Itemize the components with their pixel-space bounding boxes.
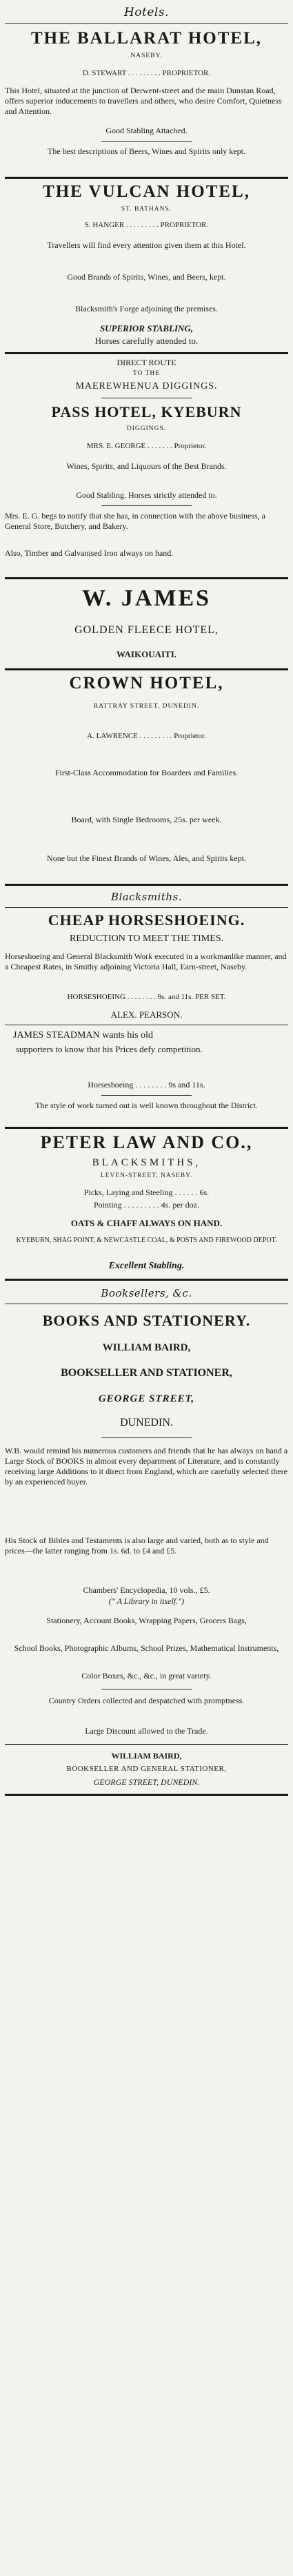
vulcan-place: ST. BATHANS. bbox=[121, 206, 172, 213]
ballarat-beers: The best descriptions of Beers, Wines and Spirits only kept. bbox=[48, 146, 245, 156]
pass-mrs: Mrs. E. G. begs to notify that she has, in connection with the above business, a General Store, Butchery, and Bakery. bbox=[5, 511, 265, 531]
crown-wines: None but the Finest Brands of Wines, Ales, and Spirits kept. bbox=[47, 853, 246, 863]
pass-owner: MRS. E. GEORGE . . . . . . . Proprietor. bbox=[86, 442, 207, 450]
divider bbox=[5, 668, 288, 670]
cheap-owner: ALEX. PEARSON. bbox=[110, 1009, 183, 1020]
books-color: Color Boxes, &c., &c., in great variety. bbox=[81, 1671, 212, 1681]
books-name: WILLIAM BAIRD, bbox=[102, 1342, 191, 1353]
divider bbox=[5, 1744, 288, 1745]
ballarat-owner: D. STEWART . . . . . . . . . PROPRIETOR. bbox=[82, 69, 211, 77]
divider bbox=[5, 577, 288, 579]
vulcan-brands: Good Brands of Spirits, Wines, and Beers, kept. bbox=[67, 272, 226, 282]
pass-wines: Wines, Spirits, and Liquours of the Best Brands. bbox=[66, 461, 227, 471]
vulcan-owner: S. HANGER . . . . . . . . . PROPRIETOR. bbox=[84, 221, 209, 229]
steadman-rest: supporters to know that his Prices defy competition. bbox=[16, 1044, 203, 1054]
books-foot-street: GEORGE STREET, DUNEDIN. bbox=[93, 1777, 200, 1787]
pass-route-to: TO THE bbox=[132, 370, 161, 377]
books-school: School Books, Photographic Albums, School Prizes, Mathematical Instruments, bbox=[14, 1643, 279, 1653]
divider bbox=[101, 141, 192, 142]
crown-owner: A. LAWRENCE . . . . . . . . . Proprietor. bbox=[87, 732, 206, 740]
peter-law-stabling: Excellent Stabling. bbox=[108, 1261, 185, 1271]
steadman-style: The style of work turned out is well known throughout the District. bbox=[35, 1101, 258, 1110]
ballarat-place: NASEBY. bbox=[130, 52, 163, 59]
pass-stabling: Good Stabling. Horses strictly attended to. bbox=[76, 490, 217, 500]
divider bbox=[101, 505, 192, 506]
steadman-first: JAMES STEADMAN wants his old bbox=[13, 1030, 154, 1040]
ballarat-stabling: Good Stabling Attached. bbox=[105, 126, 188, 135]
crown-street: RATTRAY STREET, DUNEDIN. bbox=[93, 703, 200, 710]
cheap-desc: Horseshoeing and General Blacksmith Work executed in a workmanlike manner, and a Cheapest Rates, in Smithy adjoining Victoria Hall, Earn-street, Naseby. bbox=[5, 951, 287, 971]
pass-route: DIRECT ROUTE bbox=[117, 358, 176, 367]
peter-law-oats: OATS & CHAFF ALWAYS ON HAND. bbox=[70, 1218, 223, 1228]
vulcan-horses: Horses carefully attended to. bbox=[94, 336, 199, 346]
vulcan-hotel-name: THE VULCAN HOTEL, bbox=[43, 182, 250, 201]
books-chambers: Chambers' Encyclopedia, 10 vols., £5. bbox=[83, 1585, 210, 1595]
james-hotel: GOLDEN FLEECE HOTEL, bbox=[74, 624, 219, 636]
section-heading-booksellers: Booksellers, &c. bbox=[101, 1287, 192, 1299]
peter-law-name: PETER LAW AND CO., bbox=[40, 1132, 253, 1152]
divider bbox=[5, 907, 288, 908]
books-country: Country Orders collected and despatched with promptness. bbox=[48, 1696, 245, 1705]
pass-iron: Also, Timber and Galvanised Iron always on hand. bbox=[5, 548, 174, 558]
books-foot-name: WILLIAM BAIRD, bbox=[111, 1751, 182, 1761]
pass-place: DIGGINGS. bbox=[126, 425, 167, 432]
pass-hotel-name: PASS HOTEL, KYEBURN bbox=[51, 403, 242, 420]
divider bbox=[5, 177, 288, 179]
divider bbox=[5, 1127, 288, 1129]
peter-law-trade: BLACKSMITHS, bbox=[92, 1157, 201, 1168]
divider bbox=[5, 884, 288, 886]
vulcan-stabling: SUPERIOR STABLING, bbox=[99, 323, 194, 333]
divider bbox=[5, 1279, 288, 1281]
cheap-title: CHEAP HORSESHOEING. bbox=[48, 911, 245, 929]
divider bbox=[101, 1437, 192, 1438]
peter-law-street: LEVEN-STREET, NASEBY. bbox=[100, 1172, 193, 1179]
peter-law-pointing: Pointing . . . . . . . . . 4s. per doz. bbox=[94, 1200, 199, 1210]
section-heading-blacksmiths: Blacksmiths. bbox=[110, 891, 183, 903]
divider bbox=[5, 23, 288, 24]
books-foot-trade: BOOKSELLER AND GENERAL STATIONER, bbox=[66, 1765, 227, 1773]
books-stationery: Stationery, Account Books, Wrapping Papers, Grocers Bags, bbox=[46, 1616, 247, 1625]
crown-hotel-name: CROWN HOTEL, bbox=[69, 674, 224, 693]
james-place: WAIKOUAITI. bbox=[116, 649, 177, 659]
books-street: GEORGE STREET, bbox=[98, 1393, 195, 1404]
books-discount: Large Discount allowed to the Trade. bbox=[85, 1726, 208, 1736]
peter-law-picks: Picks, Laying and Steeling . . . . . . 6s. bbox=[83, 1188, 210, 1197]
cheap-price: HORSESHOEING . . . . . . . . 9s. and 11s. PER SET. bbox=[67, 993, 226, 1001]
divider bbox=[5, 352, 288, 354]
james-name: W. JAMES bbox=[81, 585, 212, 611]
vulcan-forge: Blacksmith's Forge adjoining the premises. bbox=[75, 304, 218, 313]
section-heading-hotels: Hotels. bbox=[123, 6, 170, 19]
vulcan-travellers: Travellers will find every attention given them at this Hotel. bbox=[47, 240, 246, 250]
peter-law-kyeburn: KYEBURN, SHAG POINT, & NEWCASTLE COAL, & POSTS AND FIREWOOD DEPOT. bbox=[16, 1237, 277, 1244]
divider bbox=[101, 1095, 192, 1096]
ballarat-hotel-name: THE BALLARAT HOTEL, bbox=[30, 29, 263, 48]
books-trade: BOOKSELLER AND STATIONER, bbox=[61, 1367, 232, 1379]
books-chambers-quote: (" A Library in itself.") bbox=[108, 1596, 185, 1606]
steadman-price: Horseshoeing . . . . . . . . 9s and 11s. bbox=[88, 1080, 205, 1090]
books-city: DUNEDIN. bbox=[120, 1417, 173, 1429]
crown-accommodation: First-Class Accommodation for Boarders and Families. bbox=[54, 768, 239, 777]
cheap-reduction: REDUCTION TO MEET THE TIMES. bbox=[69, 933, 224, 944]
newspaper-column bbox=[5, 0, 288, 1787]
books-bibles: His Stock of Bibles and Testaments is also large and varied, both as to style and prices—the latter ranging from 1s. 6d. to £4 and £5. bbox=[5, 1536, 269, 1556]
pass-diggings: MAEREWHENUA DIGGINGS. bbox=[75, 381, 218, 391]
books-wb: W.B. would remind his numerous customers and friends that he has always on hand a Large Stock of BOOKS in almost every department of Literature, and is constantly receiving large Additions to it direct from England, which are carefully selected there by an experienced buyer. bbox=[5, 1446, 288, 1486]
crown-board: Board, with Single Bedrooms, 25s. per week. bbox=[71, 815, 222, 824]
books-title: BOOKS AND STATIONERY. bbox=[42, 1312, 251, 1329]
divider bbox=[5, 1794, 288, 1796]
ballarat-desc: This Hotel, situated at the junction of Derwent-street and the main Dunstan Road, offers superior inducements to travellers and others, who desire Comfort, Quietness and Attention. bbox=[5, 86, 282, 116]
